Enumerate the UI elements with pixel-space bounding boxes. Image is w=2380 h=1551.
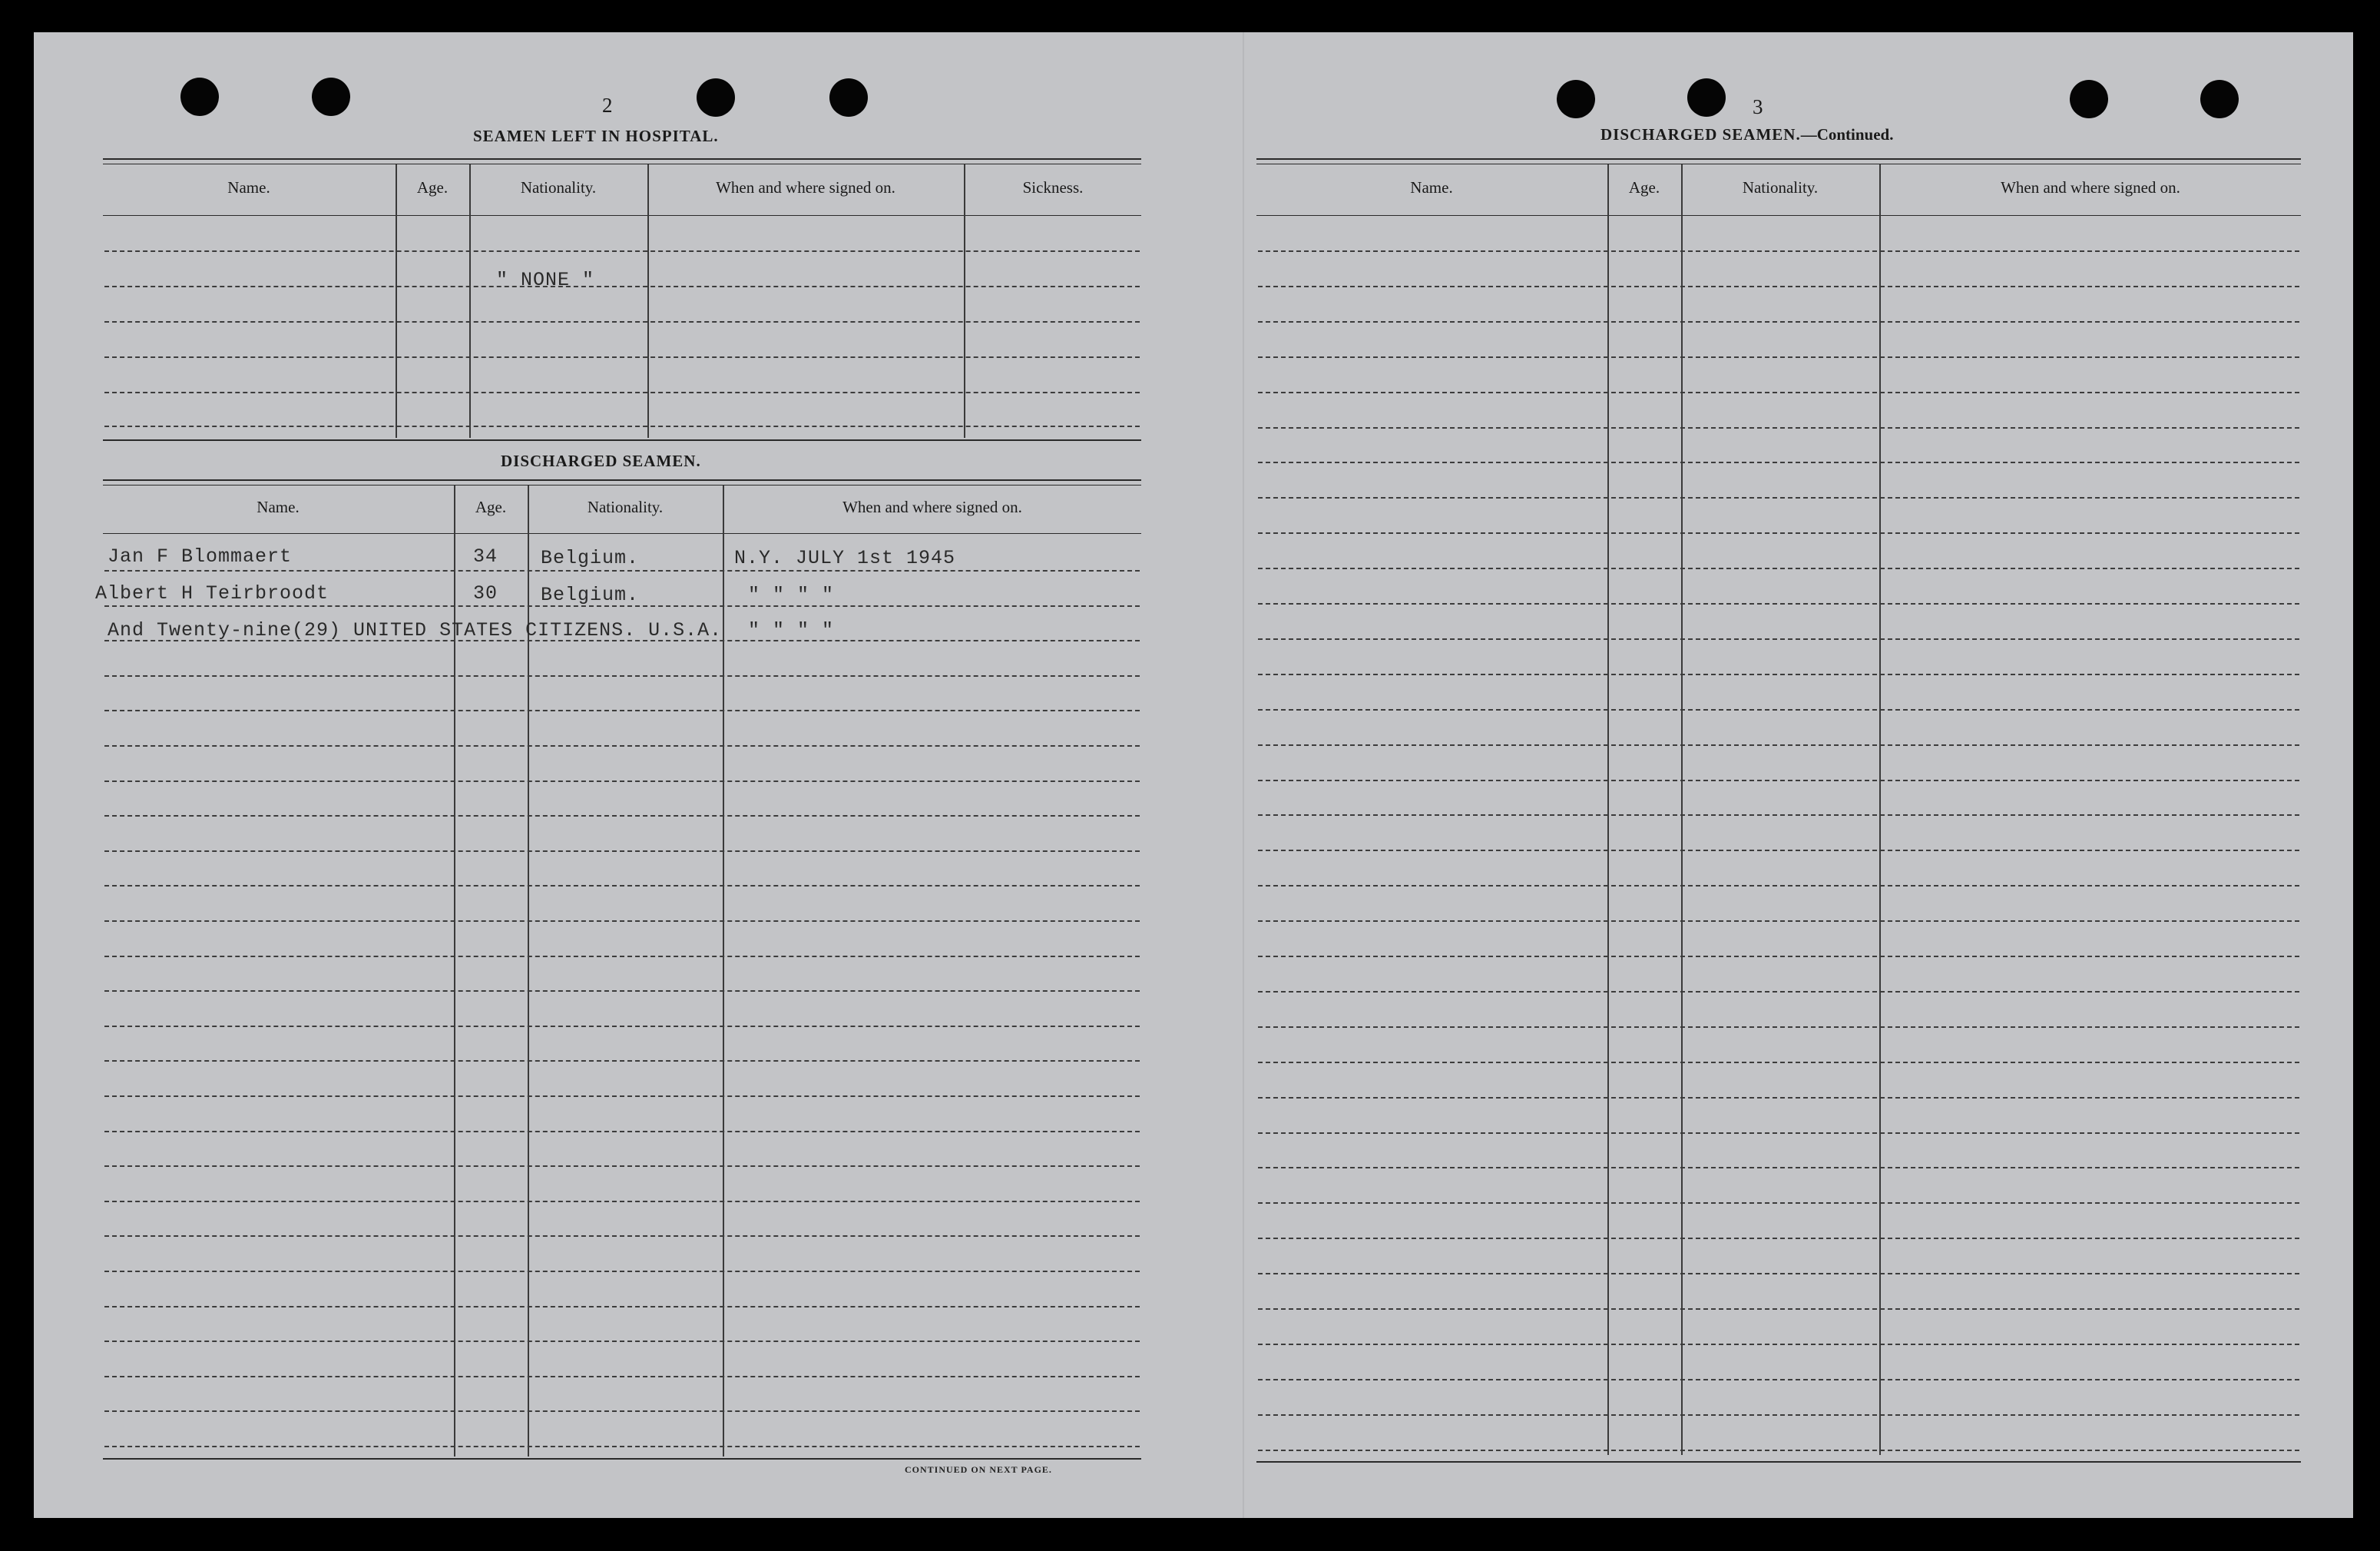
dotted-row-line: [1258, 532, 2299, 534]
dotted-row-line: [104, 570, 1140, 572]
dotted-row-line: [104, 745, 1140, 747]
seaman-nationality-1: Belgium.: [541, 547, 640, 569]
dotted-row-line: [1258, 885, 2299, 887]
hospital-none-entry: " NONE ": [496, 269, 595, 291]
dotted-row-line: [104, 1306, 1140, 1307]
right-col-nationality: Nationality.: [1742, 178, 1819, 197]
column-divider: [964, 164, 965, 438]
discharged-col-nationality: Nationality.: [587, 498, 664, 516]
dotted-row-line: [1258, 568, 2299, 569]
column-divider: [647, 164, 649, 438]
dotted-row-line: [104, 956, 1140, 957]
dotted-row-line: [1258, 638, 2299, 640]
punch-hole: [1687, 78, 1726, 117]
dotted-row-line: [1258, 1097, 2299, 1099]
dotted-row-line: [1258, 1308, 2299, 1310]
dotted-row-line: [1258, 850, 2299, 851]
dotted-row-line: [1258, 1132, 2299, 1134]
document-sheet: [34, 32, 2353, 1518]
dotted-row-line: [1258, 497, 2299, 499]
seaman-age-1: 34: [473, 545, 498, 568]
dotted-row-line: [1258, 780, 2299, 781]
dotted-row-line: [1258, 709, 2299, 711]
dotted-row-line: [104, 1165, 1140, 1167]
dotted-row-line: [104, 1060, 1140, 1062]
rule: [103, 1458, 1141, 1460]
dotted-row-line: [1258, 1026, 2299, 1028]
rule: [103, 439, 1141, 441]
right-col-signed-on: When and where signed on.: [2001, 178, 2180, 197]
dotted-row-line: [104, 710, 1140, 711]
discharged-col-signed-on: When and where signed on.: [842, 498, 1022, 516]
dotted-row-line: [1258, 744, 2299, 746]
discharged-section-title: DISCHARGED SEAMEN.: [501, 452, 701, 470]
column-divider: [469, 164, 471, 438]
rule: [1256, 1461, 2301, 1463]
column-divider: [1607, 164, 1609, 1455]
page-fold: [1243, 32, 1244, 1518]
dotted-row-line: [104, 1131, 1140, 1132]
dotted-row-line: [1258, 1238, 2299, 1239]
dotted-row-line: [1258, 286, 2299, 287]
dotted-row-line: [104, 1026, 1140, 1027]
dotted-row-line: [1258, 991, 2299, 993]
dotted-row-line: [1258, 1414, 2299, 1416]
dotted-row-line: [1258, 1167, 2299, 1168]
seaman-name-3: And Twenty-nine(29) UNITED STATES CITIZENS. U.S.A.: [108, 619, 723, 641]
dotted-row-line: [1258, 392, 2299, 393]
dotted-row-line: [1258, 956, 2299, 957]
page-number-left: 2: [602, 94, 613, 117]
dotted-row-line: [104, 1271, 1140, 1272]
right-title-suffix: —Continued.: [1800, 125, 1894, 144]
seaman-signed-on-3: " " " ": [748, 619, 835, 641]
discharged-col-age: Age.: [475, 498, 507, 516]
hospital-section-title: SEAMEN LEFT IN HOSPITAL.: [473, 127, 719, 145]
dotted-row-line: [1258, 1273, 2299, 1274]
hospital-col-sickness: Sickness.: [1022, 178, 1084, 197]
right-col-age: Age.: [1628, 178, 1660, 197]
dotted-row-line: [1258, 674, 2299, 675]
column-divider: [1879, 164, 1881, 1455]
dotted-row-line: [104, 286, 1140, 287]
punch-hole: [312, 78, 350, 116]
rule: [103, 485, 1141, 486]
dotted-row-line: [104, 1201, 1140, 1202]
punch-hole: [2070, 80, 2108, 118]
dotted-row-line: [104, 675, 1140, 677]
dotted-row-line: [1258, 321, 2299, 323]
dotted-row-line: [104, 1446, 1140, 1447]
dotted-row-line: [1258, 1202, 2299, 1204]
continued-note: CONTINUED ON NEXT PAGE.: [905, 1464, 1052, 1475]
seaman-name-1: Jan F Blommaert: [108, 545, 293, 568]
page-number-right: 3: [1753, 95, 1763, 118]
punch-hole: [697, 78, 735, 117]
hospital-col-nationality: Nationality.: [520, 178, 597, 197]
right-title-main: DISCHARGED SEAMEN.: [1600, 125, 1801, 144]
column-divider: [723, 486, 724, 1457]
dotted-row-line: [104, 1410, 1140, 1412]
dotted-row-line: [1258, 462, 2299, 463]
hospital-col-signed-on: When and where signed on.: [716, 178, 895, 197]
dotted-row-line: [1258, 250, 2299, 252]
column-divider: [396, 164, 397, 438]
dotted-row-line: [104, 321, 1140, 323]
punch-hole: [829, 78, 868, 117]
right-section-title: [1600, 125, 1893, 144]
seaman-name-2: Albert H Teirbroodt: [95, 582, 329, 605]
dotted-row-line: [104, 780, 1140, 782]
dotted-row-line: [104, 356, 1140, 358]
dotted-row-line: [104, 1376, 1140, 1377]
dotted-row-line: [1258, 1450, 2299, 1451]
punch-hole: [180, 78, 219, 116]
rule: [1256, 158, 2301, 160]
dotted-row-line: [104, 1095, 1140, 1097]
seaman-age-2: 30: [473, 582, 498, 605]
hospital-col-age: Age.: [416, 178, 449, 197]
dotted-row-line: [1258, 1379, 2299, 1380]
dotted-row-line: [104, 815, 1140, 817]
dotted-row-line: [104, 1341, 1140, 1342]
dotted-row-line: [104, 392, 1140, 393]
dotted-row-line: [104, 426, 1140, 427]
rule: [103, 479, 1141, 481]
dotted-row-line: [1258, 1344, 2299, 1345]
dotted-row-line: [1258, 603, 2299, 605]
dotted-row-line: [104, 920, 1140, 922]
dotted-row-line: [104, 250, 1140, 252]
dotted-row-line: [1258, 814, 2299, 816]
rule: [103, 533, 1141, 534]
rule: [103, 158, 1141, 160]
column-divider: [1681, 164, 1683, 1455]
dotted-row-line: [1258, 356, 2299, 358]
dotted-row-line: [1258, 920, 2299, 922]
hospital-col-name: Name.: [227, 178, 270, 197]
rule: [103, 215, 1141, 216]
dotted-row-line: [104, 990, 1140, 992]
rule: [1256, 215, 2301, 216]
right-col-name: Name.: [1410, 178, 1453, 197]
dotted-row-line: [104, 885, 1140, 887]
discharged-col-name: Name.: [257, 498, 300, 516]
punch-hole: [1557, 80, 1595, 118]
seaman-signed-on-1: N.Y. JULY 1st 1945: [734, 547, 956, 569]
dotted-row-line: [1258, 1062, 2299, 1063]
dotted-row-line: [104, 850, 1140, 852]
seaman-nationality-2: Belgium.: [541, 584, 640, 606]
dotted-row-line: [1258, 427, 2299, 429]
punch-hole: [2200, 80, 2239, 118]
seaman-signed-on-2: " " " ": [748, 584, 835, 606]
dotted-row-line: [104, 1235, 1140, 1237]
